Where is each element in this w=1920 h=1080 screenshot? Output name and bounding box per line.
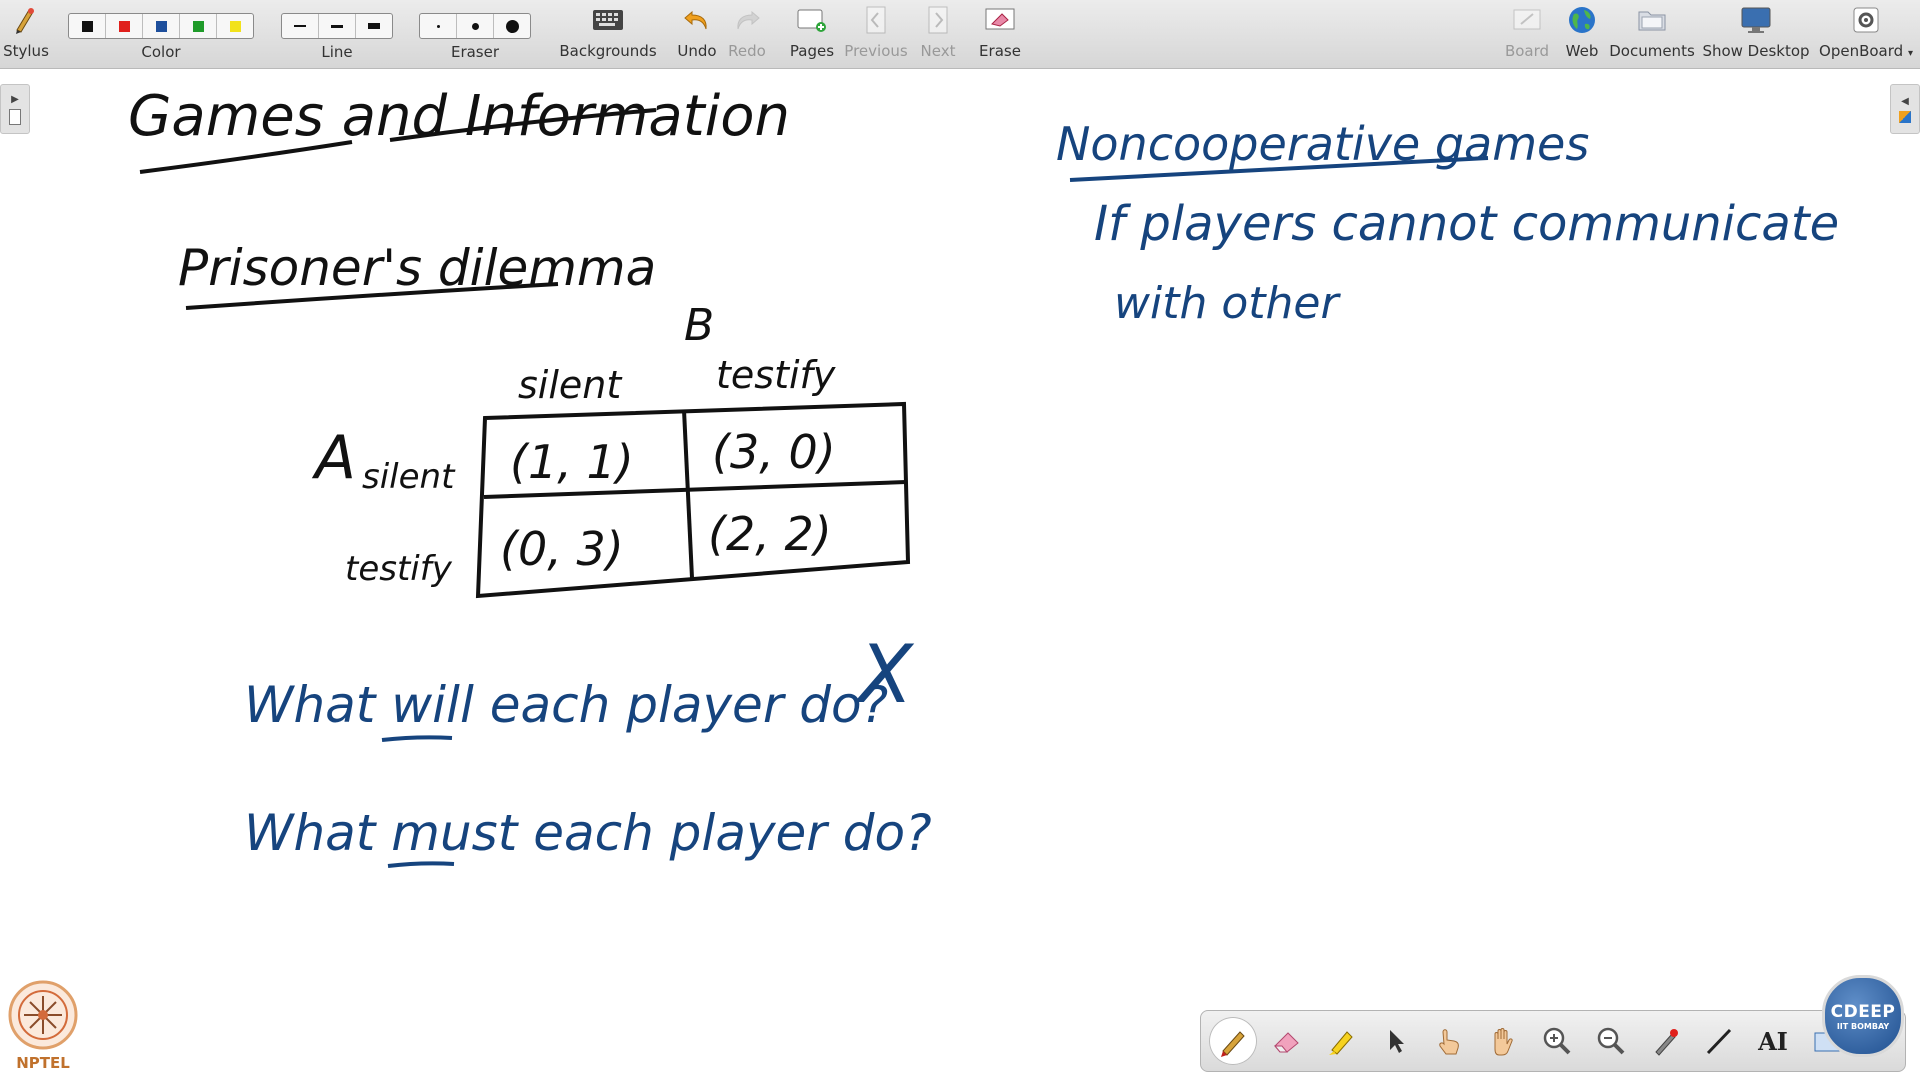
eraser-large-option[interactable] [494, 14, 530, 38]
documents-button[interactable]: Documents [1610, 0, 1694, 68]
expand-right-icon: ▶ [11, 93, 19, 105]
line-tool[interactable] [1695, 1017, 1743, 1065]
cell-testify-testify: (2, 2) [708, 507, 832, 561]
main-toolbar [0, 0, 1920, 69]
line-width-group: Line [280, 0, 394, 68]
cross-mark: X [858, 628, 913, 721]
add-page-icon [796, 6, 828, 34]
next-page-icon [925, 5, 951, 35]
eraser-medium-option[interactable] [457, 14, 494, 38]
nptel-logo: NPTEL [2, 978, 84, 1078]
row-header-silent: silent [362, 457, 455, 497]
will-underline [382, 737, 452, 740]
web-button[interactable]: Web [1562, 0, 1602, 68]
laser-pointer-tool[interactable] [1641, 1017, 1689, 1065]
selector-tool[interactable] [1371, 1017, 1419, 1065]
backgrounds-button[interactable]: Backgrounds [560, 0, 656, 68]
right-line-1: If players cannot communicate [1094, 196, 1840, 252]
openboard-menu-button[interactable]: OpenBoard ▾ [1816, 0, 1916, 68]
chevron-down-icon: ▾ [1907, 48, 1913, 59]
pen-tool[interactable] [1209, 1017, 1257, 1065]
tool-palette [1200, 1010, 1906, 1072]
row-header-testify: testify [345, 549, 452, 589]
pen-icon [1216, 1024, 1250, 1058]
pages-button[interactable]: Pages [788, 0, 836, 68]
color-blue-swatch[interactable] [143, 14, 180, 38]
board-button[interactable]: Board [1502, 0, 1552, 68]
color-group: Color [66, 0, 256, 68]
line-thick-option[interactable] [356, 14, 392, 38]
laser-pointer-icon [1648, 1024, 1682, 1058]
eraser-size-group: Eraser [418, 0, 532, 68]
hand-pan-tool[interactable] [1479, 1017, 1527, 1065]
zoom-out-tool[interactable] [1587, 1017, 1635, 1065]
erase-board-icon [984, 6, 1016, 34]
next-page-button[interactable]: Next [916, 0, 960, 68]
line-thin-option[interactable] [282, 14, 319, 38]
must-underline [388, 863, 454, 866]
undo-icon [682, 6, 712, 34]
color-black-swatch[interactable] [69, 14, 106, 38]
eraser-small-option[interactable] [420, 14, 457, 38]
subtitle: Prisoner's dilemma [178, 239, 657, 297]
expand-left-icon: ◀ [1901, 95, 1909, 107]
color-yellow-swatch[interactable] [217, 14, 253, 38]
eraser-tool[interactable] [1263, 1017, 1311, 1065]
question-will: What will each player do? [244, 676, 889, 734]
show-desktop-button[interactable]: Show Desktop [1702, 0, 1810, 68]
cursor-arrow-icon [1378, 1024, 1412, 1058]
globe-icon [1566, 4, 1598, 36]
cell-silent-testify: (3, 0) [712, 425, 836, 479]
board-icon [1511, 6, 1543, 34]
highlighter-icon [1324, 1024, 1358, 1058]
redo-button[interactable]: Redo [726, 0, 768, 68]
cell-testify-silent: (0, 3) [500, 522, 624, 576]
interact-tool[interactable] [1425, 1017, 1473, 1065]
text-tool[interactable] [1749, 1017, 1797, 1065]
redo-icon [732, 6, 762, 34]
color-red-swatch[interactable] [106, 14, 143, 38]
color-green-swatch[interactable] [180, 14, 217, 38]
hand-icon [1486, 1024, 1520, 1058]
erase-board-button[interactable]: Erase [976, 0, 1024, 68]
cell-silent-silent: (1, 1) [510, 435, 634, 489]
previous-page-icon [863, 5, 889, 35]
zoom-in-icon [1540, 1024, 1574, 1058]
player-b-label: B [684, 300, 715, 351]
zoom-in-tool[interactable] [1533, 1017, 1581, 1065]
col-header-testify: testify [716, 353, 836, 397]
col-header-silent: silent [518, 363, 622, 407]
nptel-emblem-icon [6, 978, 80, 1052]
undo-button[interactable]: Undo [674, 0, 720, 68]
eraser-icon [1270, 1024, 1304, 1058]
keyboard-grid-icon [592, 7, 624, 33]
line-medium-option[interactable] [319, 14, 356, 38]
highlighter-tool[interactable] [1317, 1017, 1365, 1065]
stylus-icon [11, 5, 41, 35]
folder-icon [1636, 6, 1668, 34]
question-must: What must each player do? [244, 804, 932, 862]
whiteboard-canvas[interactable] [0, 69, 1920, 1080]
gear-icon [1851, 5, 1881, 35]
board-title: Games and Information [128, 84, 790, 149]
right-title: Noncooperative games [1056, 117, 1590, 171]
cdeep-logo: CDEEP IIT BOMBAY [1822, 975, 1904, 1057]
player-a-label: A [315, 423, 357, 493]
pointing-hand-icon [1432, 1024, 1466, 1058]
text-tool-label: AI [1758, 1026, 1788, 1056]
zoom-out-icon [1594, 1024, 1628, 1058]
stylus-button[interactable]: Stylus [2, 0, 50, 68]
desktop-monitor-icon [1739, 5, 1773, 35]
line-icon [1702, 1024, 1736, 1058]
right-line-2: with other [1114, 278, 1339, 329]
previous-page-button[interactable]: Previous [844, 0, 908, 68]
